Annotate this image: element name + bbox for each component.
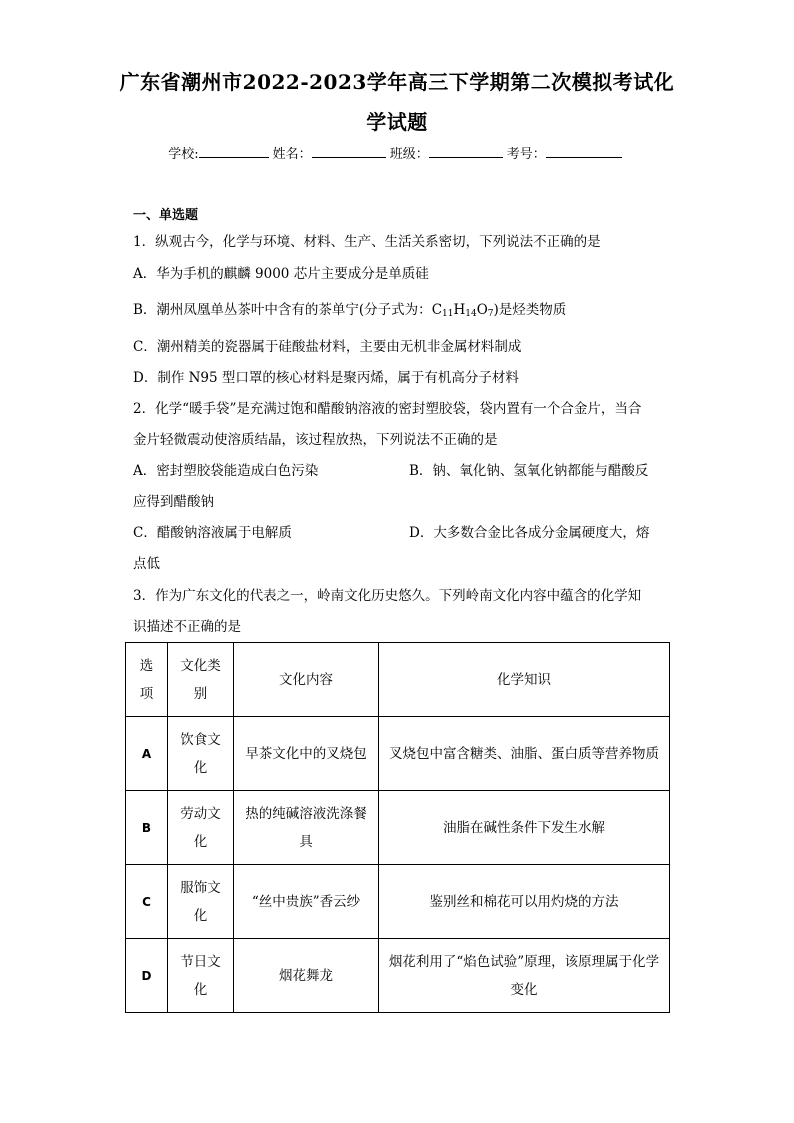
header-category — [168, 643, 234, 717]
q1-option-a: A．华为手机的麒麟 9000 芯片主要成分是单质硅 — [133, 266, 429, 282]
row-option: A — [126, 717, 168, 791]
class-label: 班级： — [389, 147, 429, 162]
table-row — [126, 865, 670, 939]
row-content — [234, 865, 379, 939]
row-category-l1: 劳动文 — [180, 805, 221, 822]
formula-c-sub: 11 — [442, 309, 454, 319]
row-content — [234, 791, 379, 865]
row-knowledge-l1: 鉴别丝和棉花可以用灼烧的方法 — [429, 893, 619, 910]
row-option: B — [126, 791, 168, 865]
header-category-l1: 文化类 — [180, 657, 221, 674]
q1-option-b — [133, 300, 566, 324]
row-knowledge-l1: 叉烧包中富含糖类、油脂、蛋白质等营养物质 — [389, 745, 659, 762]
name-blank[interactable] — [312, 143, 386, 158]
row-content — [234, 939, 379, 1013]
row-option: D — [126, 939, 168, 1013]
header-option — [126, 643, 168, 717]
table-row — [126, 939, 670, 1013]
row-category-l1: 节日文 — [180, 953, 221, 970]
row-category — [168, 939, 234, 1013]
row-category — [168, 717, 234, 791]
q1-option-b-tail: )是烃类物质 — [493, 302, 567, 318]
q3-culture-table — [125, 642, 670, 1013]
q2-stem-line1: 2．化学“暖手袋”是充满过饱和醋酸钠溶液的密封塑胶袋，袋内置有一个合金片，当合 — [133, 401, 642, 417]
q3-stem-line1: 3．作为广东文化的代表之一，岭南文化历史悠久。下列岭南文化内容中蕴含的化学知 — [133, 588, 642, 604]
row-knowledge — [379, 939, 670, 1013]
row-knowledge — [379, 717, 670, 791]
formula-h-sub: 14 — [465, 309, 477, 319]
row-category — [168, 791, 234, 865]
row-knowledge-l1: 油脂在碱性条件下发生水解 — [443, 819, 605, 836]
q1-stem: 1．纵观古今，化学与环境、材料、生产、生活关系密切，下列说法不正确的是 — [133, 234, 601, 250]
formula-c: C — [431, 302, 443, 318]
row-category-l2: 化 — [193, 833, 208, 850]
exam-number-blank[interactable] — [546, 143, 622, 158]
q2-option-c: C．醋酸钠溶液属于电解质 — [133, 525, 292, 541]
section-heading: 一、单选题 — [133, 208, 199, 223]
row-content-l1: 烟花舞龙 — [279, 967, 333, 984]
row-knowledge-l1: 烟花利用了“焰色试验”原理，该原理属于化学 — [388, 953, 660, 970]
q2-option-d-line1: D．大多数合金比各成分金属硬度大，熔 — [409, 525, 650, 541]
table-row — [126, 717, 670, 791]
row-content — [234, 717, 379, 791]
q2-option-d-line2: 点低 — [133, 556, 160, 572]
row-content-l1: 热的纯碱溶液洗涤餐 — [245, 805, 367, 822]
row-category — [168, 865, 234, 939]
row-category-l2: 化 — [193, 759, 208, 776]
row-content-l2: 具 — [299, 833, 313, 850]
exam-number-label: 考号： — [506, 147, 546, 162]
formula-o: O — [476, 302, 488, 318]
q1-option-d: D．制作 N95 型口罩的核心材料是聚丙烯，属于有机高分子材料 — [133, 370, 519, 386]
table-row — [126, 791, 670, 865]
q3-stem-line2: 识描述不正确的是 — [133, 619, 241, 635]
name-label: 姓名： — [272, 147, 312, 162]
row-option: C — [126, 865, 168, 939]
exam-title-line1: 广东省潮州市2022-2023学年高三下学期第二次模拟考试化 — [119, 70, 675, 94]
school-blank[interactable] — [199, 143, 269, 158]
row-category-l1: 饮食文 — [180, 731, 221, 748]
formula-o-sub: 7 — [487, 309, 494, 319]
formula-h: H — [453, 302, 466, 318]
class-blank[interactable] — [429, 143, 503, 158]
row-category-l2: 化 — [193, 907, 208, 924]
header-option-l2: 项 — [139, 685, 154, 702]
row-category-l1: 服饰文 — [180, 879, 221, 896]
student-info-row — [0, 143, 794, 165]
row-content-l1: “丝中贵族”香云纱 — [251, 893, 361, 910]
header-option-l1: 选 — [139, 657, 154, 674]
row-knowledge — [379, 865, 670, 939]
header-content: 文化内容 — [234, 643, 379, 717]
q2-option-b-line1: B．钠、氧化钠、氢氧化钠都能与醋酸反 — [409, 463, 649, 479]
row-content-l1: 早茶文化中的叉烧包 — [245, 745, 367, 762]
row-knowledge — [379, 791, 670, 865]
q2-option-a: A．密封塑胶袋能造成白色污染 — [133, 463, 319, 479]
header-knowledge: 化学知识 — [379, 643, 670, 717]
row-category-l2: 化 — [193, 981, 208, 998]
q1-option-c: C．潮州精美的瓷器属于硅酸盐材料，主要由无机非金属材料制成 — [133, 339, 522, 355]
header-category-l2: 别 — [193, 685, 208, 702]
table-header-row — [126, 643, 670, 717]
school-label: 学校: — [168, 147, 199, 162]
row-knowledge-l2: 变化 — [510, 981, 538, 998]
q1-option-b-text: B．潮州凤凰单丛茶叶中含有的茶单宁(分子式为： — [133, 302, 432, 318]
exam-title-line2: 学试题 — [366, 110, 428, 134]
q2-stem-line2: 金片轻微震动使溶质结晶，该过程放热，下列说法不正确的是 — [133, 432, 498, 448]
q2-option-b-line2: 应得到醋酸钠 — [133, 494, 214, 510]
